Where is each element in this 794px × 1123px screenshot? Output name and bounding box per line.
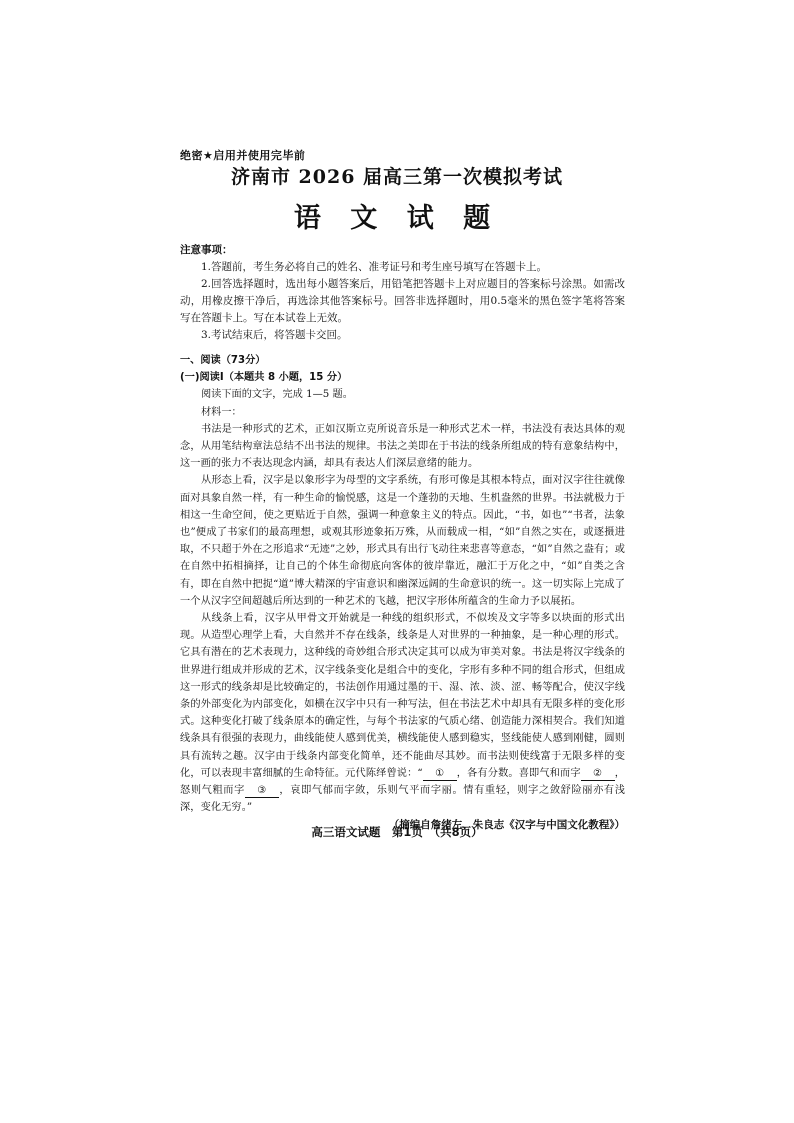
- blank-3: ③: [245, 784, 279, 798]
- notice-item-3: 3.考试结束后，将答题卡交回。: [201, 329, 348, 341]
- reading-section: [180, 352, 625, 835]
- exam-title: 济南市 2026 届高三第一次模拟考试: [230, 166, 564, 188]
- section-heading: 一、阅读（73分）: [180, 355, 266, 366]
- page-footer: 高三语文试题 第1页 （共8页）: [311, 825, 483, 839]
- notice-section: [180, 242, 625, 344]
- reading-instruction: 阅读下面的文字，完成 1—5 题。: [201, 389, 353, 401]
- paragraph-3: [180, 610, 625, 816]
- paragraph-3-text-b: ，各有分数。喜即气和而字: [456, 767, 581, 779]
- material-label: 材料一：: [201, 406, 242, 418]
- exam-subtitle: 语 文 试 题: [293, 203, 501, 234]
- notice-item-2: 2.回答选择题时，选出每小题答案后，用铅笔把答题卡上对应题目的答案标号涂黑。如需改动，用橡皮擦干净后，再选涂其他答案标号。回答非选择题时，用0.5毫米的黑色签字笔将答案写在答题卡上。写在本试卷上无效。: [180, 278, 625, 324]
- source-citation: （摘编自詹绪左、朱良志《汉字与中国文化教程》）: [388, 819, 625, 832]
- secret-mark: 绝密★启用并使用完毕前: [180, 149, 306, 162]
- paragraph-1: 书法是一种形式的艺术，正如汉斯立克所说音乐是一种形式艺术一样，书法没有表达具体的观念，从用笔结构章法总结不出书法的规律。书法之美即在于书法的线条所组成的特有意象结构中，这一画的张力不表达现念内涵，却具有表达人们深层意绪的能力。: [180, 423, 625, 470]
- notice-item-1: 1.答题前，考生务必将自己的姓名、准考证号和考生座号填写在答题卡上。: [201, 261, 548, 273]
- notice-heading: 注意事项：: [180, 244, 233, 256]
- paragraph-3-text-c: ，怒则气粗而字: [180, 767, 625, 797]
- paragraph-3-text-d: ，哀即气郁而字敛，乐则气平而字丽。情有重轻，则字之敛舒险丽亦有浅深，变化无穷。”: [180, 785, 625, 814]
- blank-2: ②: [581, 767, 615, 781]
- blank-1: ①: [423, 767, 457, 781]
- paragraph-3-text: 从线条上看，汉字从甲骨文开始就是一种线的组织形式，不似埃及文字等多以块面的形式出现。从造型心理学上看，大自然并不存在线条，线条是人对世界的一种抽象，是一种心理的形式。它具有潜在的艺术表现力，这种线的奇妙组合形式决定其可以成为审美对象。书法是将汉字线条的世界进行组成并形成的艺术，汉字线条变化是组合中的变化，字形有多种不同的组合形式，但组成这一形式的线条却是比较确定的，书法创作用通过墨的干、湿、浓、淡、涩、畅等配合，使汉字线条的外部变化为内部变化，如横在汉字中只有一种写法，但在书法艺术中却具有无限多样的变化形式。这种变化打破了线条原本的确定性，与每个书法家的气质心绪、创造能力深相契合。我们知道线条具有很强的表现力，曲线能使人感到优美，横线能使人感到稳实，竖线能使人感到刚健，圆则具有流转之趣。汉字由于线条内部变化简单，还不能曲尽其妙。而书法则使线富于无限多样的变化，可以表现丰富细腻的生命特征。元代陈绎曾说：“: [180, 613, 625, 779]
- subsection-heading: (一)阅读Ⅰ（本题共 8 小题，15 分）: [180, 372, 348, 384]
- paragraph-2: 从形态上看，汉字是以象形字为母型的文字系统，有形可像是其根本特点，面对汉字往往就像面对具象自然一样，有一种生命的愉悦感，这是一个蓬勃的天地、生机盎然的世界。书法就极力于相这一生命空间，使之更贴近于自然，强调一种意象主义的特点。因此，“书，如也”“书者，法象也”便成了书家们的最高理想，或观其形迹象拓万殊，从而载成一相，“如”自然之实在，或逐摄进取，不只超于外在之形追求“无迹”之妙，形式具有出行飞动往来悲喜等意态，“如”自然之盎有；或在自然中拓相摘择，让自己的个体生命彻底向客体的彼岸靠近，融汇于万化之中，“如”自类之含有，即在自然中把捉“道”博大精深的宇宙意识和幽深远阔的生命意识的统一。这一切实际上完成了一个从汉字空间超越后所达到的一种艺术的飞越，把汉字形体所蕴含的生命力予以展拓。: [180, 475, 625, 607]
